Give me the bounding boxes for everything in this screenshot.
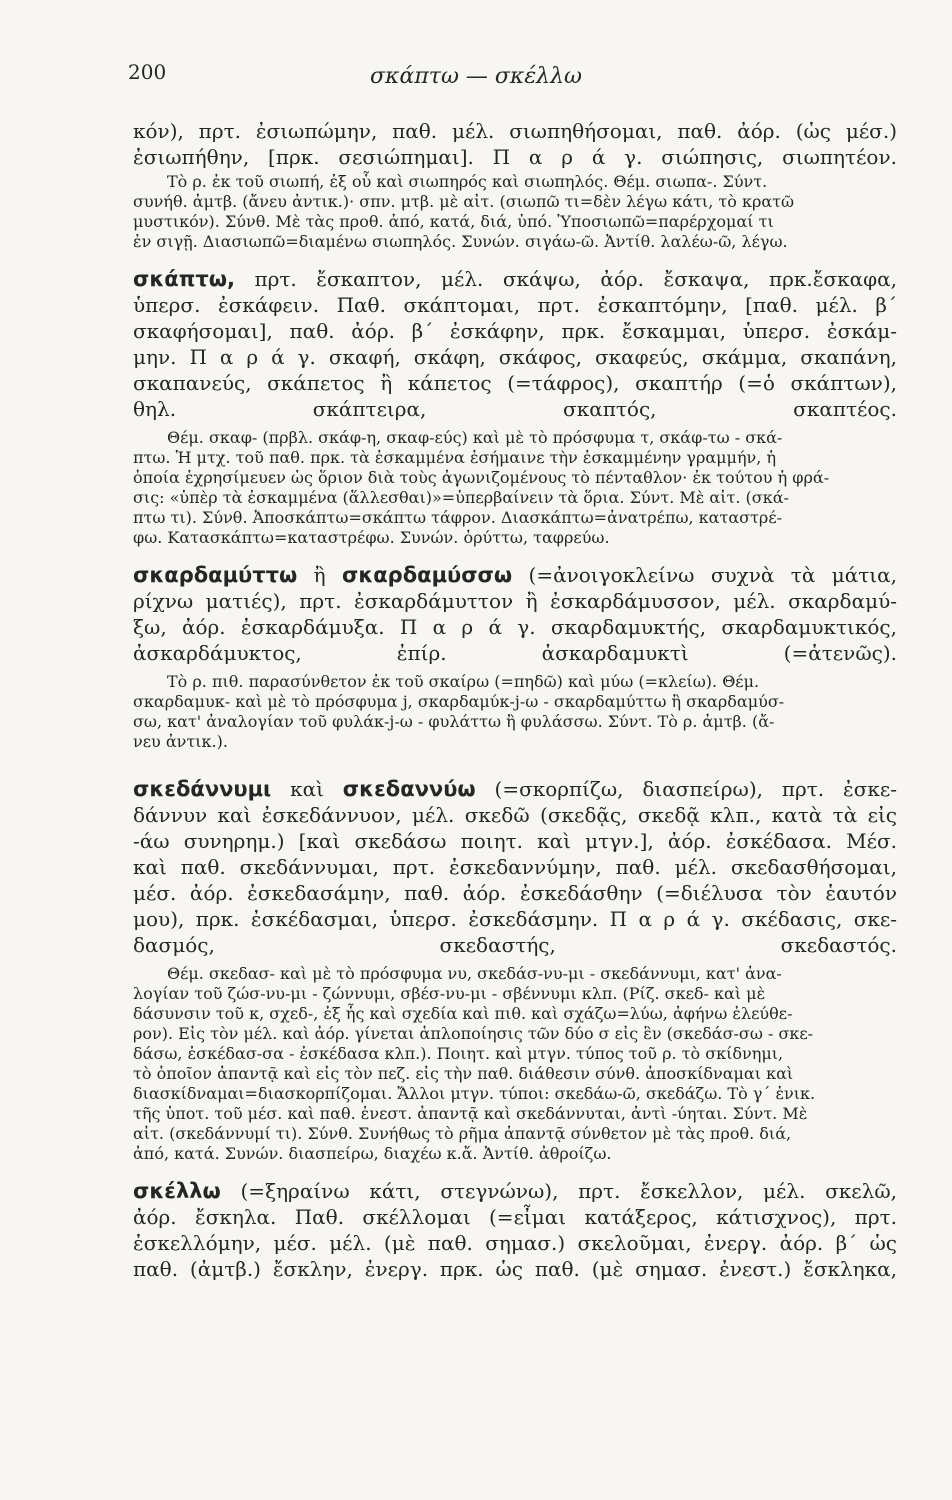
note-line: σις: «ὑπὲρ τὰ ἐσκαμμένα (ἅλλεσθαι)»=ὑπερβαίνειν τὰ ὅρια. Σύντ. Μὲ αἰτ. (σκά-: [133, 488, 789, 507]
text-line: (=ἀνοιγοκλείνω συχνὰ τὰ μάτια,: [512, 563, 897, 587]
note-line: δάσω, ἐσκέδασ-σα - ἐσκέδασα κλπ.). Ποιητ. καὶ μτγν. τύπος τοῦ ρ. τὸ σκίδνημι,: [133, 1044, 784, 1063]
text-line: (=σκορπίζω, διασπείρω), πρτ. ἐσκε-: [475, 777, 897, 801]
note-line: φω. Κατασκάπτω=καταστρέφω. Συνών. ὀρύττω, ταφρεύω.: [133, 528, 610, 547]
text-line: -άω συνηρημ.) [καὶ σκεδάσω ποιητ. καὶ μτγν.], ἀόρ. ἐσκέδασα. Μέσ.: [133, 829, 897, 853]
conjunction: ἢ: [297, 563, 342, 587]
text-line: κόν), πρτ. ἐσιωπώμην, παθ. μέλ. σιωπηθήσομαι, παθ. ἀόρ. (ὡς μέσ.): [133, 119, 897, 143]
note-line: δάσυνσιν τοῦ κ, σχεδ-, ἐξ ἧς καὶ σχεδία καὶ πιθ. καὶ σχάζω=λύω, ἀφήνω ἐλεύθε-: [133, 1004, 793, 1023]
note-line: αἰτ. (σκεδάννυμί τι). Σύνθ. Συνήθως τὸ ρῆμα ἀπαντᾷ σύνθετον μὲ τὰς προθ. διά,: [133, 1124, 792, 1143]
note-line: συνήθ. ἀμτβ. (ἄνευ ἀντικ.)· σπν. μτβ. μὲ αἰτ. (σιωπῶ τι=δὲν λέγω κάτι, τὸ κρατῶ: [133, 192, 795, 211]
text-line: καὶ παθ. σκεδάννυμαι, πρτ. ἐσκεδαννύμην, παθ. μέλ. σκεδασθήσομαι,: [133, 855, 897, 879]
text-line: δάννυν καὶ ἐσκεδάννυον, μέλ. σκεδῶ (σκεδᾷς, σκεδᾷ κλπ., κατὰ τὰ εἰς: [133, 803, 897, 827]
note-line: διασκίδναμαι=διασκορπίζομαι. Ἄλλοι μτγν. τύποι: σκεδάω-ῶ, σκεδάζω. Τὸ γ΄ ἑνικ.: [133, 1084, 816, 1103]
note-line: λογίαν τοῦ ζώσ-νυ-μι - ζώννυμι, σβέσ-νυ-μι - σβέννυμι κλπ. (Ρίζ. σκεδ- καὶ μὲ: [133, 984, 766, 1003]
etymology-note: [133, 672, 897, 752]
text-line: σκαφήσομαι], παθ. ἀόρ. β΄ ἐσκάφην, πρκ. ἔσκαμμαι, ὑπερσ. ἐσκάμ-: [133, 319, 897, 343]
text-line: μην. Π α ρ ά γ. σκαφή, σκάφη, σκάφος, σκαφεύς, σκάμμα, σκαπάνη,: [133, 345, 897, 369]
headword-variant: σκαρδαμύσσω: [341, 563, 513, 587]
text-line: ὑπερσ. ἐσκάφειν. Παθ. σκάπτομαι, πρτ. ἐσκαπτόμην, [παθ. μέλ. β΄: [133, 293, 897, 317]
entry-skello: [133, 1178, 897, 1282]
text-line: ξω, ἀόρ. ἐσκαρδάμυξα. Π α ρ ά γ. σκαρδαμυκτής, σκαρδαμυκτικός,: [133, 615, 897, 639]
conjunction: καὶ: [271, 777, 343, 801]
note-line: Θέμ. σκεδασ- καὶ μὲ τὸ πρόσφυμα νυ, σκεδάσ-νυ-μι - σκεδάννυμι, κατ' ἀνα-: [167, 964, 782, 983]
note-line: Τὸ ρ. ἐκ τοῦ σιωπή, ἐξ οὗ καὶ σιωπηρός καὶ σιωπηλός. Θέμ. σιωπα-. Σύντ.: [167, 172, 768, 191]
note-line: ρον). Εἰς τὸν μέλ. καὶ ἀόρ. γίνεται ἁπλοποίησις τῶν δύο σ εἰς ἓν (σκεδάσ-σω - σκε-: [133, 1024, 814, 1043]
entry-skapto: [133, 266, 897, 422]
entry-continuation: [133, 118, 897, 170]
entry-skedannymi: [133, 776, 897, 958]
note-line: ἀπό, κατά. Συνών. διασπείρω, διαχέω κ.ἄ. Ἀντίθ. ἀθροίζω.: [133, 1144, 612, 1163]
etymology-note: [133, 172, 897, 252]
text-line: ρίχνω ματιές), πρτ. ἐσκαρδάμυττον ἢ ἐσκαρδάμυσσον, μέλ. σκαρδαμύ-: [133, 589, 897, 613]
note-line: σω, κατ' ἀναλογίαν τοῦ φυλάκ-j-ω - φυλάττω ἢ φυλάσσω. Σύντ. Τὸ ρ. ἀμτβ. (ἄ-: [133, 712, 775, 731]
note-line: Θέμ. σκαφ- (πρβλ. σκάφ-η, σκαφ-εύς) καὶ μὲ τὸ πρόσφυμα τ, σκάφ-τω - σκά-: [167, 428, 783, 447]
text-line: μου), πρκ. ἐσκέδασμαι, ὑπερσ. ἐσκεδάσμην. Π α ρ ά γ. σκέδασις, σκε-: [133, 907, 897, 931]
headword: σκεδάννυμι: [133, 777, 272, 801]
text-line: μέσ. ἀόρ. ἐσκεδασάμην, παθ. ἀόρ. ἐσκεδάσθην (=διέλυσα τὸν ἑαυτόν: [133, 881, 897, 905]
text-line: (=ξηραίνω κάτι, στεγνώνω), πρτ. ἔσκελλον, μέλ. σκελῶ,: [220, 1179, 897, 1203]
headword: σκάπτω,: [133, 267, 235, 291]
text-line: πρτ. ἔσκαπτον, μέλ. σκάψω, ἀόρ. ἔσκαψα, πρκ.ἔσκαφα,: [234, 267, 897, 291]
text-line: παθ. (ἀμτβ.) ἔσκλην, ἐνεργ. πρκ. ὡς παθ. (μὲ σημασ. ἐνεστ.) ἔσκληκα,: [133, 1257, 897, 1281]
note-line: τῆς ὑποτ. τοῦ μέσ. καὶ παθ. ἐνεστ. ἀπαντᾷ καὶ σκεδάννυται, ἀντὶ -ύηται. Σύντ. Μὲ: [133, 1104, 808, 1123]
text-line: ἀόρ. ἔσκηλα. Παθ. σκέλλομαι (=εἶμαι κατάξερος, κάτισχνος), πρτ.: [133, 1205, 897, 1229]
note-line: Τὸ ρ. πιθ. παρασύνθετον ἐκ τοῦ σκαίρω (=πηδῶ) καὶ μύω (=κλείω). Θέμ.: [167, 672, 760, 691]
page-body: [133, 118, 897, 1282]
entry-skardamytto: [133, 562, 897, 666]
note-line: νευ ἀντικ.).: [133, 732, 228, 751]
text-line: ἐσιωπήθην, [πρκ. σεσιώπημαι]. Π α ρ ά γ. σιώπησις, σιωπητέον.: [133, 145, 897, 169]
running-head: σκάπτω — σκέλλω: [370, 64, 582, 89]
note-line: ὁποία ἐχρησίμευεν ὡς ὅριον διὰ τοὺς ἀγωνιζομένους τὸ πένταθλον· ἐκ τούτου ἡ φρά-: [133, 468, 830, 487]
note-line: τὸ ὁποῖον ἀπαντᾷ καὶ εἰς τὸν πεζ. εἰς τὴν παθ. διάθεσιν σύνθ. ἀποσκίδναμαι καὶ: [133, 1064, 794, 1083]
text-line: ἐσκελλόμην, μέσ. μέλ. (μὲ παθ. σημασ.) σκελοῦμαι, ἐνεργ. ἀόρ. β΄ ὡς: [133, 1231, 897, 1255]
text-line: θηλ. σκάπτειρα, σκαπτός, σκαπτέος.: [133, 397, 897, 421]
note-line: σκαρδαμυκ- καὶ μὲ τὸ πρόσφυμα j, σκαρδαμύκ-j-ω - σκαρδαμύττω ἢ σκαρδαμύσ-: [133, 692, 785, 711]
text-line: ἀσκαρδάμυκτος, ἐπίρ. ἀσκαρδαμυκτὶ (=ἀτενῶς).: [133, 641, 897, 665]
page-number: 200: [128, 60, 167, 84]
headword: σκέλλω: [133, 1179, 221, 1203]
note-line: πτω. Ἡ μτχ. τοῦ παθ. πρκ. τὰ ἐσκαμμένα ἐσήμαινε τὴν ἐσκαμμένην γραμμήν, ἡ: [133, 448, 777, 467]
headword: σκαρδαμύττω: [133, 563, 298, 587]
note-line: μυστικόν). Σύνθ. Μὲ τὰς προθ. ἀπό, κατά, διά, ὑπό. Ὑποσιωπῶ=παρέρχομαί τι: [133, 212, 774, 231]
note-line: ἐν σιγῇ. Διασιωπῶ=διαμένω σιωπηλός. Συνών. σιγάω-ῶ. Ἀντίθ. λαλέω-ῶ, λέγω.: [133, 232, 788, 251]
etymology-note: [133, 428, 897, 548]
headword-variant: σκεδαννύω: [342, 777, 476, 801]
text-line: δασμός, σκεδαστής, σκεδαστός.: [133, 933, 897, 957]
note-line: πτω τι). Σύνθ. Ἀποσκάπτω=σκάπτω τάφρον. Διασκάπτω=ἀνατρέπω, καταστρέ-: [133, 508, 783, 527]
text-line: σκαπανεύς, σκάπετος ἢ κάπετος (=τάφρος), σκαπτήρ (=ὁ σκάπτων),: [133, 371, 897, 395]
etymology-note: [133, 964, 897, 1164]
